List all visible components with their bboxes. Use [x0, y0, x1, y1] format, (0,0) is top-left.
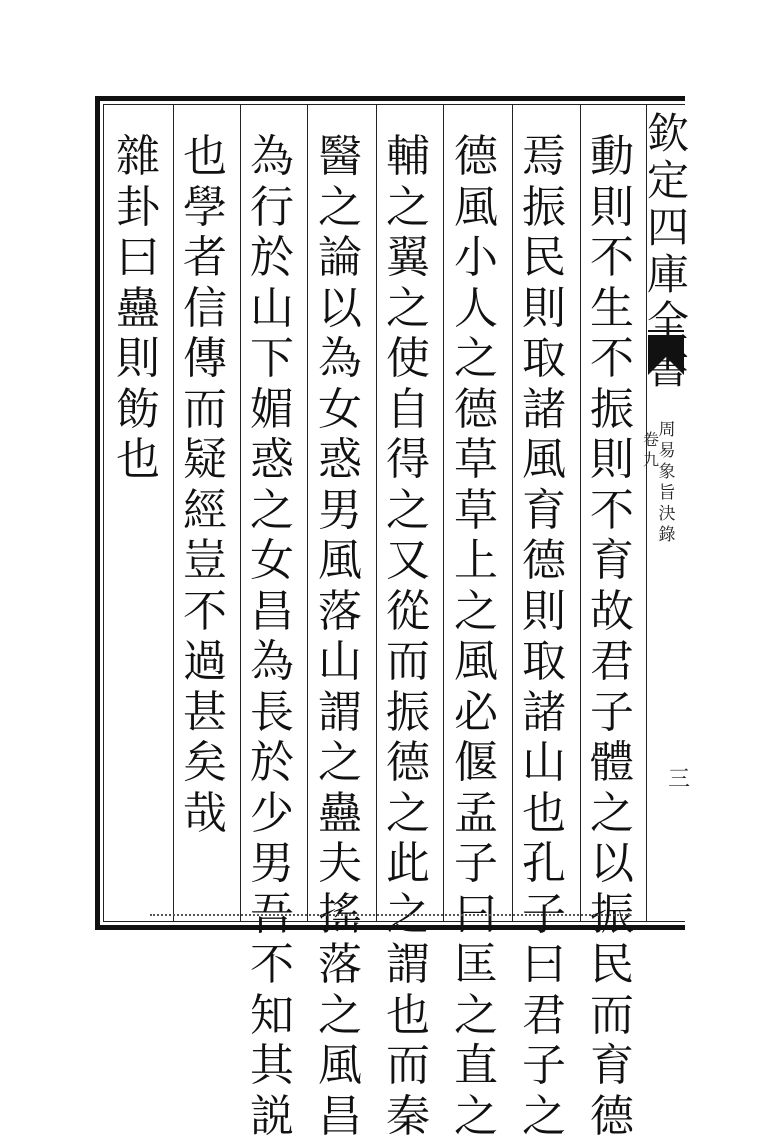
glyph: 山: [312, 637, 368, 688]
glyph: 子: [516, 890, 572, 941]
glyph: 九: [643, 450, 659, 470]
glyph: 於: [244, 738, 300, 789]
glyph: 則: [584, 183, 640, 234]
glyph: 育: [516, 486, 572, 537]
glyph: 則: [110, 334, 166, 385]
glyph: 飭: [110, 385, 166, 436]
glyph: 蠱: [110, 284, 166, 335]
glyph: 不: [177, 587, 233, 638]
glyph: 不: [584, 486, 640, 537]
glyph: 生: [584, 284, 640, 335]
glyph: 其: [244, 1041, 300, 1092]
column-rule: [307, 104, 308, 922]
glyph: 振: [584, 385, 640, 436]
glyph: 為: [244, 637, 300, 688]
glyph: 體: [584, 738, 640, 789]
glyph: 蠱: [312, 789, 368, 840]
glyph: 雜: [110, 132, 166, 183]
text-column-4: [380, 132, 436, 1142]
glyph: 昌: [312, 1092, 368, 1142]
glyph: 之: [448, 1092, 504, 1142]
glyph: 風: [516, 435, 572, 486]
glyph: 曰: [448, 890, 504, 941]
glyph: 搖: [312, 890, 368, 941]
glyph: 風: [448, 637, 504, 688]
glyph: 而: [380, 637, 436, 688]
glyph: 之: [380, 789, 436, 840]
glyph: 謂: [312, 688, 368, 739]
text-column-2: [516, 132, 572, 1142]
text-column-5: [312, 132, 368, 1142]
glyph: 下: [244, 334, 300, 385]
glyph: 也: [110, 435, 166, 486]
glyph: 使: [380, 334, 436, 385]
glyph: 德: [448, 385, 504, 436]
glyph: 決: [659, 504, 676, 525]
fishtail-rule: [648, 330, 684, 332]
glyph: 君: [516, 991, 572, 1042]
glyph: 之: [380, 284, 436, 335]
glyph: 草: [448, 486, 504, 537]
column-rule: [376, 104, 377, 922]
column-rule: [173, 104, 174, 922]
glyph: 故: [584, 587, 640, 638]
glyph: 翼: [380, 233, 436, 284]
glyph: 以: [584, 839, 640, 890]
glyph: 育: [584, 1041, 640, 1092]
glyph: 女: [244, 536, 300, 587]
glyph: 必: [448, 688, 504, 739]
glyph: 之: [516, 1092, 572, 1142]
glyph: 君: [584, 637, 640, 688]
glyph: 孔: [516, 839, 572, 890]
glyph: 也: [177, 132, 233, 183]
column-rule: [240, 104, 241, 922]
glyph: 取: [516, 637, 572, 688]
glyph: 而: [177, 385, 233, 436]
glyph: 者: [177, 233, 233, 284]
glyph: 周: [659, 420, 676, 441]
glyph: 風: [448, 183, 504, 234]
glyph: 德: [516, 536, 572, 587]
glyph: 少: [244, 789, 300, 840]
glyph: 於: [244, 233, 300, 284]
glyph: 以: [312, 284, 368, 335]
glyph: 卦: [110, 183, 166, 234]
glyph: 男: [244, 839, 300, 890]
glyph: 欽: [640, 110, 696, 157]
glyph: 自: [380, 385, 436, 436]
glyph: 則: [516, 284, 572, 335]
glyph: 育: [584, 536, 640, 587]
glyph: 不: [584, 233, 640, 284]
glyph: 之: [448, 587, 504, 638]
glyph: 民: [584, 940, 640, 991]
glyph: 從: [380, 587, 436, 638]
glyph: 德: [584, 1092, 640, 1142]
glyph: 昌: [244, 587, 300, 638]
glyph: 小: [448, 233, 504, 284]
glyph: 山: [516, 738, 572, 789]
glyph: 又: [380, 536, 436, 587]
glyph: 焉: [516, 132, 572, 183]
glyph: 全: [640, 298, 696, 345]
glyph: 此: [380, 839, 436, 890]
glyph: 長: [244, 688, 300, 739]
column-rule: [443, 104, 444, 922]
glyph: 媚: [244, 385, 300, 436]
column-rule: [580, 104, 581, 922]
glyph: 也: [516, 789, 572, 840]
glyph: 不: [244, 940, 300, 991]
glyph: 四: [640, 204, 696, 251]
text-column-6: [244, 132, 300, 1142]
glyph: 之: [448, 991, 504, 1042]
glyph: 謂: [380, 940, 436, 991]
glyph: 吾: [244, 890, 300, 941]
text-column-7: [177, 132, 233, 839]
glyph: 卷: [643, 430, 659, 450]
glyph: 豈: [177, 536, 233, 587]
glyph: 上: [448, 536, 504, 587]
glyph: 風: [312, 536, 368, 587]
glyph: 之: [380, 890, 436, 941]
glyph: 子: [448, 839, 504, 890]
glyph: 諸: [516, 385, 572, 436]
glyph: 信: [177, 284, 233, 335]
glyph: 惑: [312, 435, 368, 486]
glyph: 民: [516, 233, 572, 284]
glyph: 曰: [516, 940, 572, 991]
glyph: 為: [244, 132, 300, 183]
text-column-3: [448, 132, 504, 1142]
glyph: 草: [448, 435, 504, 486]
glyph: 哉: [177, 789, 233, 840]
glyph: 之: [244, 486, 300, 537]
glyph: 傳: [177, 334, 233, 385]
glyph: 子: [584, 688, 640, 739]
glyph: 矣: [177, 738, 233, 789]
glyph: 振: [584, 890, 640, 941]
glyph: 則: [584, 435, 640, 486]
glyph: 醫: [312, 132, 368, 183]
glyph: 過: [177, 637, 233, 688]
glyph: 之: [584, 789, 640, 840]
glyph: 偃: [448, 738, 504, 789]
glyph: 之: [380, 486, 436, 537]
glyph: 學: [177, 183, 233, 234]
glyph: 之: [380, 183, 436, 234]
glyph: 風: [312, 1041, 368, 1092]
glyph: 落: [312, 940, 368, 991]
glyph: 振: [380, 688, 436, 739]
glyph: 經: [177, 486, 233, 537]
glyph: 德: [448, 132, 504, 183]
bottom-rule: [150, 914, 630, 916]
glyph: 動: [584, 132, 640, 183]
glyph: 諸: [516, 688, 572, 739]
glyph: 男: [312, 486, 368, 537]
glyph: 疑: [177, 435, 233, 486]
page-number: 三: [668, 762, 690, 793]
glyph: 而: [380, 1041, 436, 1092]
glyph: 之: [312, 991, 368, 1042]
glyph: 錄: [659, 525, 676, 546]
glyph: 易: [659, 441, 676, 462]
glyph: 而: [584, 991, 640, 1042]
glyph: 子: [516, 1041, 572, 1092]
glyph: 得: [380, 435, 436, 486]
glyph: 人: [448, 284, 504, 335]
glyph: 振: [516, 183, 572, 234]
column-rule: [512, 104, 513, 922]
fishtail-mark-icon: [648, 335, 684, 375]
glyph: 也: [380, 991, 436, 1042]
glyph: 落: [312, 587, 368, 638]
text-column-1: [584, 132, 640, 1142]
glyph: 惑: [244, 435, 300, 486]
glyph: 夫: [312, 839, 368, 890]
glyph: 庫: [640, 251, 696, 298]
glyph: 曰: [110, 233, 166, 284]
glyph: 輔: [380, 132, 436, 183]
glyph: 秦: [380, 1092, 436, 1142]
glyph: 為: [312, 334, 368, 385]
glyph: 之: [312, 738, 368, 789]
glyph: 書: [640, 345, 696, 392]
glyph: 匡: [448, 940, 504, 991]
glyph: 女: [312, 385, 368, 436]
glyph: 不: [584, 334, 640, 385]
glyph: 説: [244, 1092, 300, 1142]
glyph: 取: [516, 334, 572, 385]
glyph: 論: [312, 233, 368, 284]
glyph: 則: [516, 587, 572, 638]
glyph: 直: [448, 1041, 504, 1092]
glyph: 之: [312, 183, 368, 234]
glyph: 甚: [177, 688, 233, 739]
volume-label: [640, 430, 662, 470]
glyph: 之: [448, 334, 504, 385]
glyph: 德: [380, 738, 436, 789]
glyph: 定: [640, 157, 696, 204]
glyph: 知: [244, 991, 300, 1042]
glyph: 旨: [659, 483, 676, 504]
glyph: 山: [244, 284, 300, 335]
glyph: 象: [659, 462, 676, 483]
text-column-8: [110, 132, 166, 486]
glyph: 行: [244, 183, 300, 234]
glyph: 孟: [448, 789, 504, 840]
